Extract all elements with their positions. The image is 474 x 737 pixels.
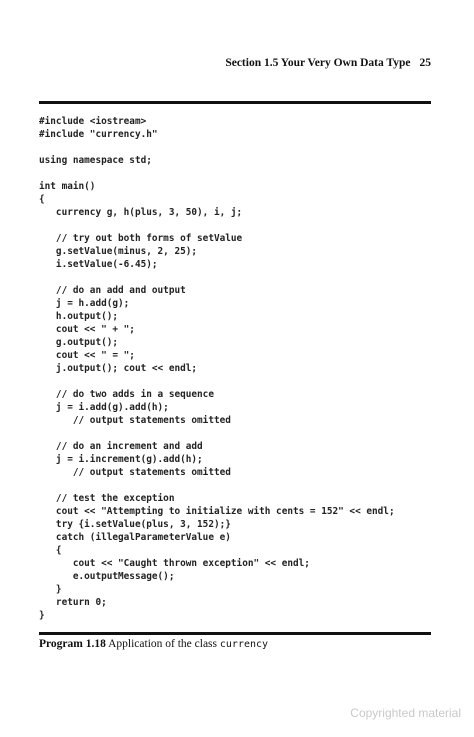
code-line: catch (illegalParameterValue e) — [39, 532, 231, 543]
page-number: 25 — [419, 57, 431, 69]
code-line: #include "currency.h" — [39, 129, 158, 140]
code-line — [39, 167, 431, 180]
code-line: j = h.add(g); — [39, 298, 130, 309]
code-line — [39, 375, 431, 388]
caption-code-term: currency — [219, 639, 269, 650]
code-line: using namespace std; — [39, 155, 152, 166]
code-line: j.output(); cout << endl; — [39, 363, 198, 374]
code-line: // test the exception — [39, 493, 175, 504]
program-number: Program 1.18 — [39, 638, 106, 650]
code-line: } — [39, 584, 62, 595]
code-line: // do two adds in a sequence — [39, 389, 214, 400]
code-line: h.output(); — [39, 311, 119, 322]
code-listing — [39, 115, 431, 622]
code-line: cout << " + "; — [39, 324, 135, 335]
code-line: j = i.add(g).add(h); — [39, 402, 169, 413]
code-line: { — [39, 545, 62, 556]
code-line: j = i.increment(g).add(h); — [39, 454, 203, 465]
bottom-rule — [39, 632, 431, 635]
code-line: return 0; — [39, 597, 107, 608]
code-line: g.output(); — [39, 337, 119, 348]
code-line: g.setValue(minus, 2, 25); — [39, 246, 198, 257]
code-line — [39, 219, 431, 232]
code-line: } — [39, 610, 45, 621]
section-title: Section 1.5 Your Very Own Data Type — [225, 57, 411, 69]
code-line: cout << "Attempting to initialize with cents = 152" << endl; — [39, 506, 395, 517]
code-line: i.setValue(-6.45); — [39, 259, 158, 270]
code-line: // output statements omitted — [39, 467, 231, 478]
code-line: // do an add and output — [39, 285, 186, 296]
code-line: // try out both forms of setValue — [39, 233, 243, 244]
code-line: try {i.setValue(plus, 3, 152);} — [39, 519, 231, 530]
code-line: e.outputMessage(); — [39, 571, 175, 582]
running-header — [0, 57, 431, 69]
code-line — [39, 271, 431, 284]
code-line — [39, 427, 431, 440]
code-line: int main() — [39, 181, 96, 192]
top-rule — [39, 101, 431, 104]
code-line: #include <iostream> — [39, 116, 147, 127]
code-line: currency g, h(plus, 3, 50), i, j; — [39, 207, 243, 218]
code-line: { — [39, 194, 45, 205]
code-line: cout << "Caught thrown exception" << endl; — [39, 558, 310, 569]
caption-text: Application of the class — [108, 638, 218, 650]
watermark: Copyrighted material — [350, 706, 461, 720]
program-caption — [39, 638, 268, 650]
code-line: // do an increment and add — [39, 441, 203, 452]
code-line — [39, 479, 431, 492]
code-line — [39, 141, 431, 154]
code-line: // output statements omitted — [39, 415, 231, 426]
code-line: cout << " = "; — [39, 350, 135, 361]
